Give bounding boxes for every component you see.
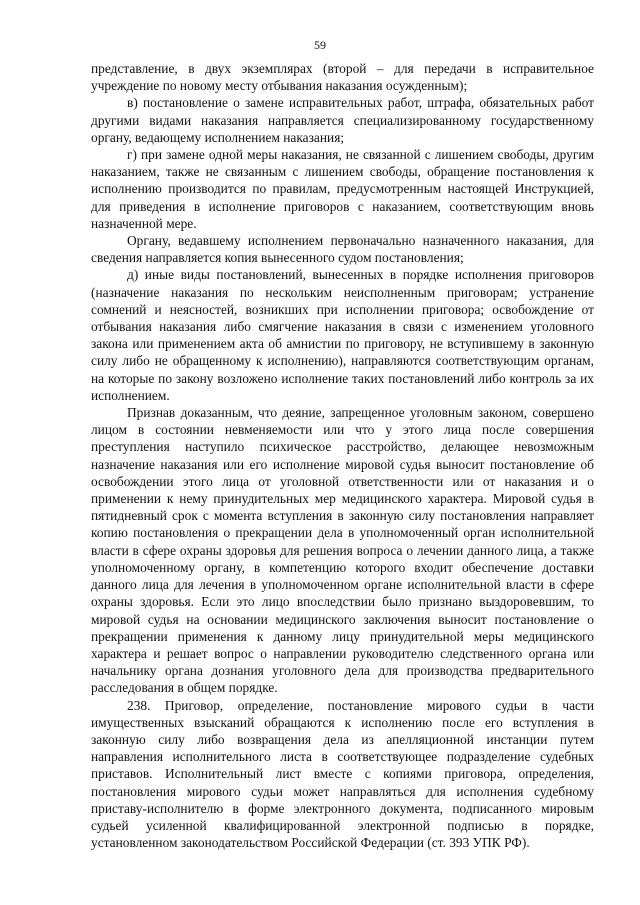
paragraph-continuation: представление, в двух экземплярах (второй – для передачи в исправительное учреждение по новому месту отбывания наказания осужденным); [91,61,594,94]
paragraph-insanity: Признав доказанным, что деяние, запрещенное уголовным законом, совершено лицом в состоянии невменяемости или что у этого лица после совершения преступления наступило психическое расстройство, делающее невозможным назначение наказания или его исполнение мировой судья выносит постановление об освобождении этого лица от уголовной ответственности или от наказания и о применении к нему принудительных мер медицинского характера. Мировой судья в пятидневный срок с момента вступления в законную силу постановления направляет копию постановления о прекращении дела в уполномоченный орган исполнительной власти в сфере охраны здоровья для решения вопроса о лечении данного лица, а также уполномоченному органу, в компетенцию которого входит обеспечение доставки данного лица для лечения в уполномоченном органе исполнительной власти в сфере охраны здоровья. Если это лицо впоследствии было признано выздоровевшим, то мировой судья на основании медицинского заключения выносит постановление о прекращении применения к данному лицу принудительной меры медицинского характера и решает вопрос о направлении руководителю следственного органа или начальнику органа дознания уголовного дела для производства предварительного расследования в общем порядке. [91,405,594,696]
document-body [91,60,594,851]
paragraph-copy-note: Органу, ведавшему исполнением первоначально назначенного наказания, для сведения направляется копия вынесенного судом постановления; [91,233,594,266]
paragraph-item-d: д) иные виды постановлений, вынесенных в порядке исполнения приговоров (назначение наказания по нескольким неисполненным приговорам; устранение сомнений и неясностей, возникших при исполнении приговора; освобождение от отбывания наказания либо смягчение наказания в связи с изменением уголовного закона или применением акта об амнистии по приговору, не вступившему в законную силу либо не обращенному к исполнению), направляются соответствующим органам, на которые по закону возложено исполнение таких постановлений либо контроль за их исполнением. [91,267,594,403]
paragraph-item-v: в) постановление о замене исправительных работ, штрафа, обязательных работ другими видами наказания направляется специализированному государственному органу, ведающему исполнением наказания; [91,95,594,145]
paragraph-item-g: г) при замене одной меры наказания, не связанной с лишением свободы, другим наказанием, также не связанным с лишением свободы, обращение постановления к исполнению производится по правилам, предусмотренным настоящей Инструкцией, для приведения в исполнение приговоров с наказанием, соответствующим вновь назначенной мере. [91,147,594,231]
paragraph-238: 238. Приговор, определение, постановление мирового судьи в части имущественных взысканий обращаются к исполнению после его вступления в законную силу либо возвращения дела из апелляционной инстанции путем направления исполнительного листа в соответствующее подразделение судебных приставов. Исполнительный лист вместе с копиями приговора, определения, постановления мирового судьи может направляться для исполнения судебному приставу-исполнителю в форме электронного документа, подписанного мировым судьей усиленной квалифицированной электронной подписью в порядке, установленном законодательством Российской Федерации (ст. 393 УПК РФ). [91,697,594,851]
page-number: 59 [314,38,326,52]
